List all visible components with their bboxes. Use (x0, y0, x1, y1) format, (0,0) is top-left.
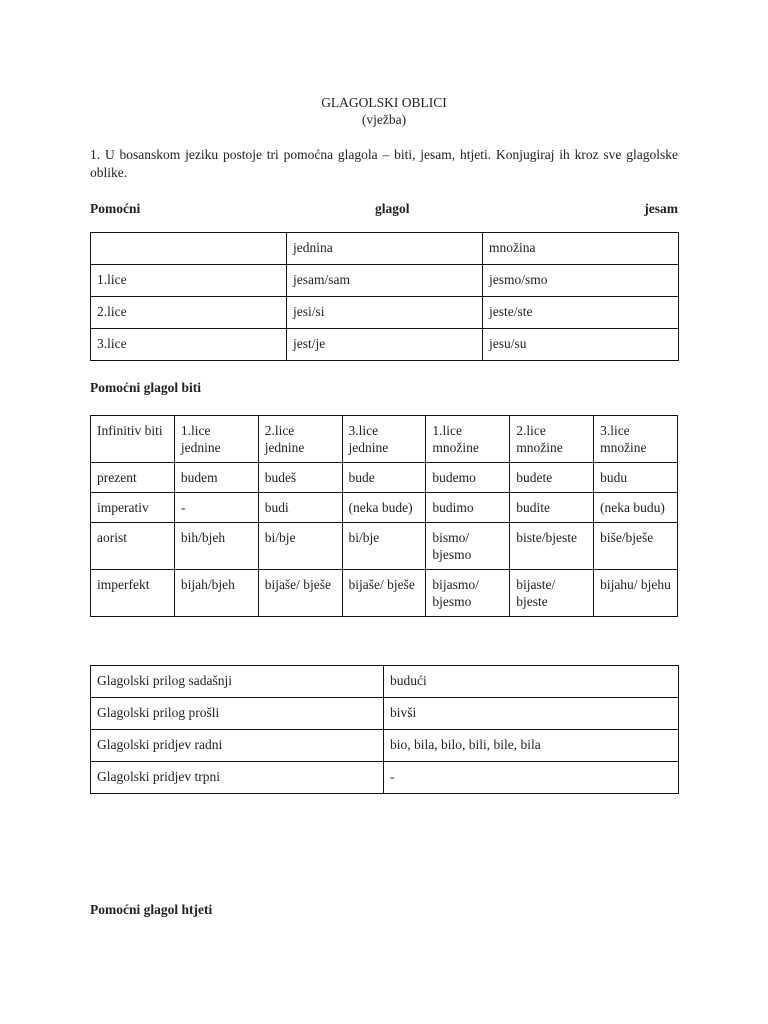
heading-jesam-word-3: jesam (644, 201, 678, 216)
table-cell: budete (510, 463, 594, 493)
table-cell: budemo (426, 463, 510, 493)
table-cell: bi/bje (258, 523, 342, 570)
table-cell: jeste/ste (483, 297, 679, 329)
table-row (91, 666, 679, 698)
table-header-row (91, 233, 679, 265)
exercise-instruction: 1. U bosanskom jeziku postoje tri pomoćna glagola – biti, jesam, htjeti. Konjugiraj ih kroz sve glagolske oblike. (90, 147, 678, 180)
jesam-conjugation-table (90, 232, 679, 361)
table-row (91, 297, 679, 329)
table-cell: jednina (287, 233, 483, 265)
table-cell: imperativ (91, 493, 175, 523)
table-cell: jesam/sam (287, 265, 483, 297)
table-cell: bijaše/ bješe (342, 570, 426, 617)
table-cell: bismo/ bjesmo (426, 523, 510, 570)
table-cell: 2.lice množine (510, 416, 594, 463)
heading-biti: Pomoćni glagol biti (90, 380, 201, 395)
table-cell: bijaste/ bjeste (510, 570, 594, 617)
table-row (91, 265, 679, 297)
table-cell: - (384, 762, 679, 794)
heading-htjeti: Pomoćni glagol htjeti (90, 902, 213, 917)
table-cell: jest/je (287, 329, 483, 361)
table-cell: - (174, 493, 258, 523)
table-cell: bijahu/ bjehu (594, 570, 678, 617)
table-cell: jesu/su (483, 329, 679, 361)
heading-jesam (90, 201, 678, 217)
table-cell: bijaše/ bješe (258, 570, 342, 617)
table-cell: Glagolski prilog sadašnji (91, 666, 384, 698)
table-cell: jesmo/smo (483, 265, 679, 297)
table-cell: bude (342, 463, 426, 493)
table-cell: prezent (91, 463, 175, 493)
table-row (91, 523, 678, 570)
table-cell: budem (174, 463, 258, 493)
document-title-block (90, 94, 678, 128)
heading-jesam-word-2: glagol (374, 201, 410, 216)
table-cell: Glagolski prilog prošli (91, 698, 384, 730)
table-cell: bi/bje (342, 523, 426, 570)
table-cell: budimo (426, 493, 510, 523)
document-title: GLAGOLSKI OBLICI (321, 95, 447, 110)
table-cell: Glagolski pridjev radni (91, 730, 384, 762)
table-cell: Infinitiv biti (91, 416, 175, 463)
table-cell: (neka bude) (342, 493, 426, 523)
table-cell: 1.lice množine (426, 416, 510, 463)
table-cell: 1.lice jednine (174, 416, 258, 463)
table-cell: 3.lice množine (594, 416, 678, 463)
table-cell: budeš (258, 463, 342, 493)
table-cell: biše/bješe (594, 523, 678, 570)
heading-jesam-word-1: Pomoćni (90, 201, 141, 216)
table-cell: Glagolski pridjev trpni (91, 762, 384, 794)
table-cell: biste/bjeste (510, 523, 594, 570)
table-cell: 3.lice jednine (342, 416, 426, 463)
verbal-forms-table (90, 665, 679, 794)
table-cell (91, 233, 287, 265)
table-header-row (91, 416, 678, 463)
table-cell: 2.lice jednine (258, 416, 342, 463)
table-cell: bivši (384, 698, 679, 730)
table-cell: 1.lice (91, 265, 287, 297)
table-cell: budući (384, 666, 679, 698)
table-row (91, 730, 679, 762)
table-cell: imperfekt (91, 570, 175, 617)
table-cell: 3.lice (91, 329, 287, 361)
table-row (91, 463, 678, 493)
table-cell: bijah/bjeh (174, 570, 258, 617)
table-cell: bijasmo/ bjesmo (426, 570, 510, 617)
table-row (91, 570, 678, 617)
table-row (91, 762, 679, 794)
table-cell: bih/bjeh (174, 523, 258, 570)
table-cell: aorist (91, 523, 175, 570)
table-cell: jesi/si (287, 297, 483, 329)
biti-conjugation-table (90, 415, 678, 617)
table-cell: budi (258, 493, 342, 523)
table-row (91, 329, 679, 361)
table-row (91, 493, 678, 523)
document-subtitle: (vježba) (361, 112, 407, 127)
table-row (91, 698, 679, 730)
table-cell: bio, bila, bilo, bili, bile, bila (384, 730, 679, 762)
table-cell: množina (483, 233, 679, 265)
table-cell: budite (510, 493, 594, 523)
table-cell: budu (594, 463, 678, 493)
table-cell: (neka budu) (594, 493, 678, 523)
table-cell: 2.lice (91, 297, 287, 329)
